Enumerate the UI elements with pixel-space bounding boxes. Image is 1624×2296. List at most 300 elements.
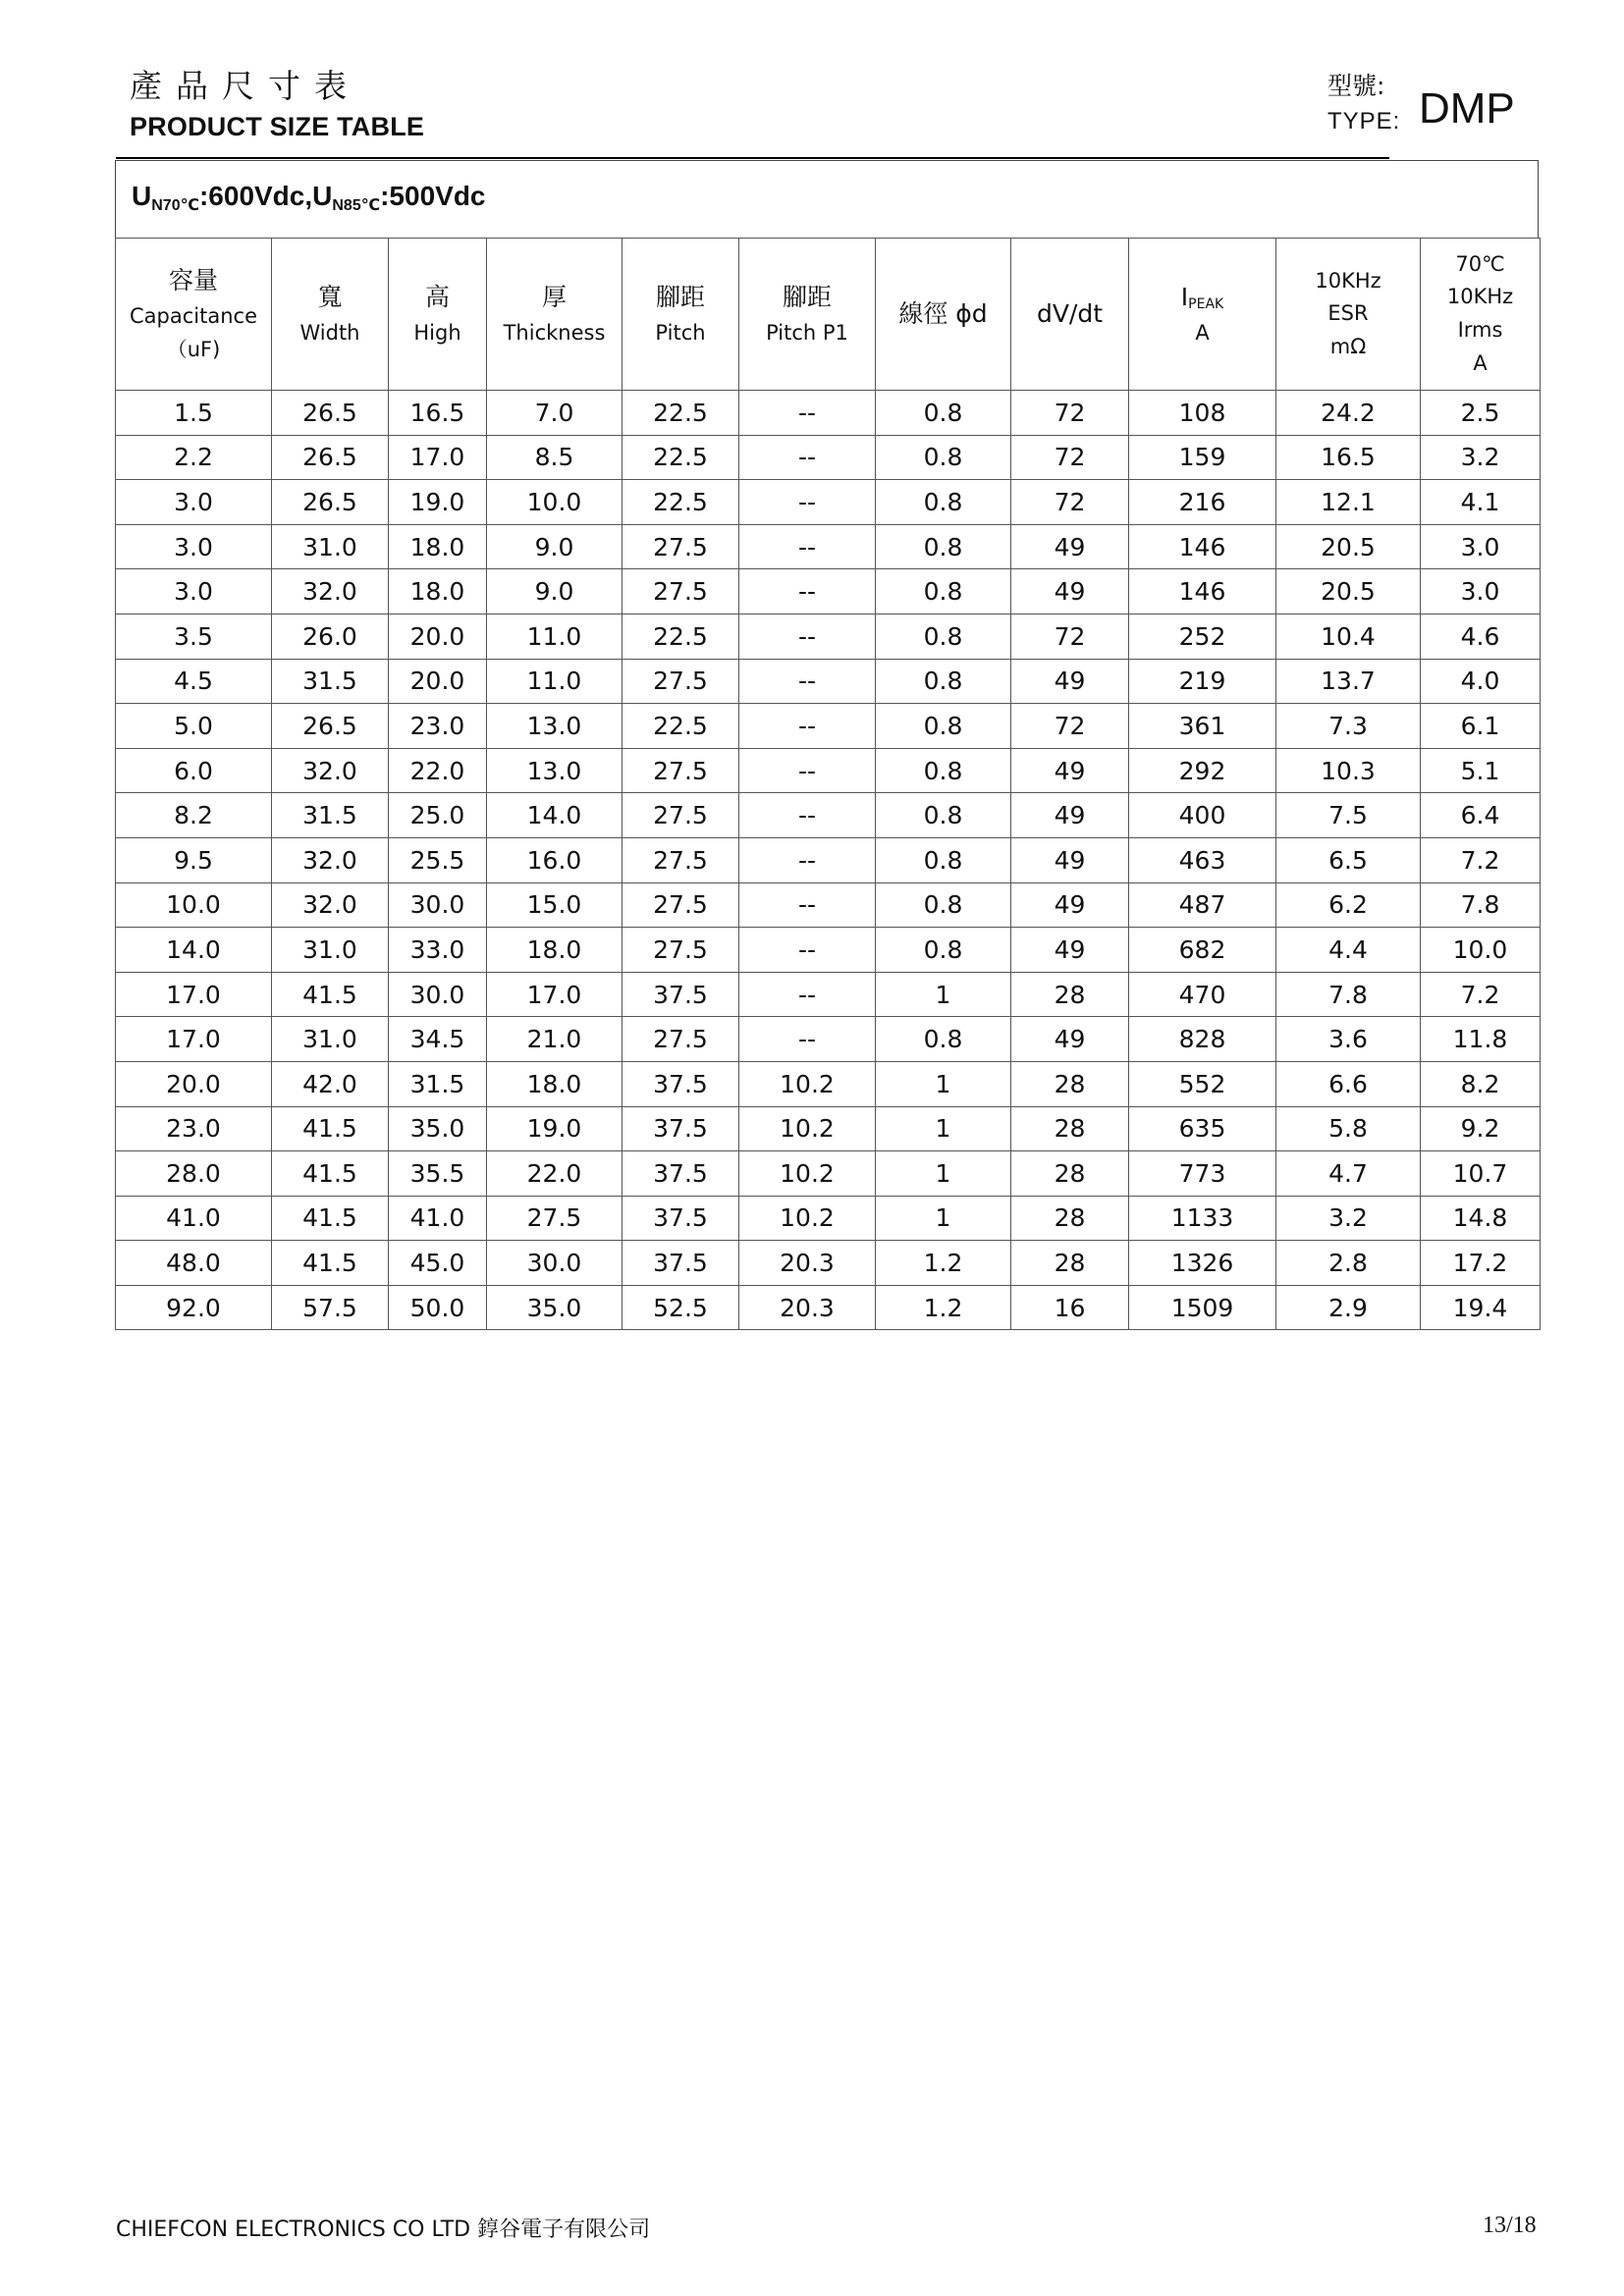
table-cell: 3.0 (116, 569, 272, 614)
table-cell: 41.0 (389, 1196, 487, 1241)
table-cell: 22.5 (623, 391, 739, 436)
table-cell: 7.2 (1421, 972, 1541, 1017)
table-cell: 9.2 (1421, 1106, 1541, 1151)
table-cell: 16.5 (389, 391, 487, 436)
type-label: TYPE: (1327, 108, 1401, 134)
col-high-en: High (413, 321, 461, 346)
table-cell: 41.5 (272, 1151, 389, 1197)
table-cell: -- (739, 480, 876, 525)
table-cell: 17.0 (389, 435, 487, 480)
table-row (116, 1106, 1541, 1151)
table-cell: 8.5 (487, 435, 623, 480)
table-cell: -- (739, 391, 876, 436)
table-row (116, 928, 1541, 973)
table-cell: 22.0 (389, 748, 487, 793)
table-row (116, 837, 1541, 882)
col-pitch-p1-cn: 腳距 (782, 283, 832, 312)
table-cell: 828 (1129, 1017, 1276, 1062)
table-cell: 0.8 (876, 435, 1011, 480)
table-cell: 49 (1011, 524, 1129, 569)
table-cell: 773 (1129, 1151, 1276, 1197)
table-cell: 10.0 (116, 882, 272, 928)
table-cell: -- (739, 748, 876, 793)
col-dvdt-label: dV/dt (1036, 299, 1104, 328)
table-cell: 72 (1011, 704, 1129, 749)
col-pitch (623, 239, 739, 391)
table-cell: 12.1 (1276, 480, 1421, 525)
table-cell: 34.5 (389, 1017, 487, 1062)
table-cell: 28.0 (116, 1151, 272, 1197)
table-cell: 19.0 (487, 1106, 623, 1151)
table-cell: 27.5 (487, 1196, 623, 1241)
table-cell: 4.7 (1276, 1151, 1421, 1197)
table-cell: 8.2 (1421, 1061, 1541, 1106)
table-row (116, 1151, 1541, 1197)
table-cell: 27.5 (623, 882, 739, 928)
page-title: PRODUCT SIZE TABLE (130, 112, 425, 141)
table-cell: 108 (1129, 391, 1276, 436)
table-body (116, 391, 1541, 1330)
type-value: DMP (1419, 84, 1515, 133)
table-cell: 146 (1129, 569, 1276, 614)
table-cell: 146 (1129, 524, 1276, 569)
table-cell: 20.3 (739, 1285, 876, 1330)
table-cell: 27.5 (623, 793, 739, 838)
table-cell: 159 (1129, 435, 1276, 480)
table-cell: 28 (1011, 1106, 1129, 1151)
table-cell: 32.0 (272, 882, 389, 928)
table-cell: 4.4 (1276, 928, 1421, 973)
table-cell: 3.2 (1276, 1196, 1421, 1241)
table-cell: 23.0 (389, 704, 487, 749)
table-cell: 26.0 (272, 614, 389, 659)
col-wire-diameter-label: 線徑 ϕd (898, 299, 988, 328)
table-cell: 3.0 (116, 524, 272, 569)
table-cell: 11.8 (1421, 1017, 1541, 1062)
col-ipeak-unit: A (1195, 321, 1210, 346)
table-cell: 17.2 (1421, 1241, 1541, 1286)
table-cell: 18.0 (389, 569, 487, 614)
table-cell: 0.8 (876, 928, 1011, 973)
voltage-spec-box (115, 160, 1539, 238)
table-cell: 16.5 (1276, 435, 1421, 480)
table-cell: 470 (1129, 972, 1276, 1017)
table-cell: 7.3 (1276, 704, 1421, 749)
table-cell: 31.0 (272, 928, 389, 973)
table-cell: 216 (1129, 480, 1276, 525)
table-cell: 72 (1011, 391, 1129, 436)
table-cell: 42.0 (272, 1061, 389, 1106)
col-width-en: Width (299, 321, 360, 346)
table-cell: 41.0 (116, 1196, 272, 1241)
table-cell: 28 (1011, 1241, 1129, 1286)
table-cell: 219 (1129, 659, 1276, 704)
table-cell: 0.8 (876, 391, 1011, 436)
table-cell: -- (739, 928, 876, 973)
table-cell: 33.0 (389, 928, 487, 973)
table-cell: 27.5 (623, 1017, 739, 1062)
table-row (116, 882, 1541, 928)
table-row (116, 614, 1541, 659)
table-cell: 30.0 (389, 882, 487, 928)
col-thickness-cn: 厚 (541, 283, 567, 312)
col-pitch-p1-en: Pitch P1 (766, 321, 848, 346)
table-cell: 0.8 (876, 659, 1011, 704)
table-cell: 10.0 (487, 480, 623, 525)
table-cell: 27.5 (623, 659, 739, 704)
table-cell: 49 (1011, 928, 1129, 973)
col-thickness-en: Thickness (503, 321, 606, 346)
table-cell: 13.0 (487, 748, 623, 793)
col-capacitance-en: Capacitance (130, 304, 257, 329)
voltage-symbol-85: U (312, 181, 333, 211)
header-divider (116, 157, 1389, 159)
table-cell: 2.9 (1276, 1285, 1421, 1330)
table-cell: -- (739, 972, 876, 1017)
product-size-table (115, 238, 1541, 1330)
table-cell: 635 (1129, 1106, 1276, 1151)
col-wire-diameter (876, 239, 1011, 391)
table-cell: 682 (1129, 928, 1276, 973)
table-cell: 37.5 (623, 1061, 739, 1106)
table-cell: -- (739, 793, 876, 838)
table-cell: 20.5 (1276, 524, 1421, 569)
table-row (116, 972, 1541, 1017)
table-cell: 9.5 (116, 837, 272, 882)
table-cell: 0.8 (876, 837, 1011, 882)
table-cell: 1326 (1129, 1241, 1276, 1286)
table-cell: 72 (1011, 435, 1129, 480)
table-cell: 17.0 (116, 972, 272, 1017)
table-cell: 10.2 (739, 1196, 876, 1241)
table-cell: 1 (876, 972, 1011, 1017)
table-cell: 26.5 (272, 435, 389, 480)
table-cell: 361 (1129, 704, 1276, 749)
col-pitch-en: Pitch (655, 321, 706, 346)
table-cell: 3.0 (1421, 524, 1541, 569)
table-cell: 25.5 (389, 837, 487, 882)
table-cell: -- (739, 569, 876, 614)
table-cell: 10.3 (1276, 748, 1421, 793)
table-cell: 49 (1011, 882, 1129, 928)
table-cell: -- (739, 614, 876, 659)
table-cell: 35.5 (389, 1151, 487, 1197)
table-cell: 19.4 (1421, 1285, 1541, 1330)
table-cell: 49 (1011, 793, 1129, 838)
col-ipeak-main: I (1180, 283, 1189, 312)
table-cell: 0.8 (876, 480, 1011, 525)
table-cell: 35.0 (389, 1106, 487, 1151)
table-cell: 22.5 (623, 435, 739, 480)
table-cell: 26.5 (272, 480, 389, 525)
table-cell: 13.7 (1276, 659, 1421, 704)
table-cell: -- (739, 1017, 876, 1062)
table-row (116, 659, 1541, 704)
table-cell: 30.0 (487, 1241, 623, 1286)
table-row (116, 1196, 1541, 1241)
table-cell: 7.8 (1276, 972, 1421, 1017)
col-irms (1421, 239, 1541, 391)
table-cell: 37.5 (623, 1241, 739, 1286)
table-row (116, 391, 1541, 436)
table-cell: 26.5 (272, 391, 389, 436)
table-cell: 37.5 (623, 972, 739, 1017)
table-cell: 21.0 (487, 1017, 623, 1062)
table-cell: 37.5 (623, 1196, 739, 1241)
table-cell: 27.5 (623, 569, 739, 614)
table-cell: 6.2 (1276, 882, 1421, 928)
table-cell: 31.0 (272, 524, 389, 569)
table-cell: 487 (1129, 882, 1276, 928)
col-thickness (487, 239, 623, 391)
table-cell: 7.0 (487, 391, 623, 436)
table-row (116, 1017, 1541, 1062)
table-cell: 3.6 (1276, 1017, 1421, 1062)
table-cell: 27.5 (623, 748, 739, 793)
table-cell: 31.5 (272, 659, 389, 704)
table-cell: 72 (1011, 480, 1129, 525)
table-cell: 92.0 (116, 1285, 272, 1330)
col-esr-freq: 10KHz (1315, 268, 1381, 293)
table-cell: 1.2 (876, 1285, 1011, 1330)
table-cell: 11.0 (487, 614, 623, 659)
table-cell: 0.8 (876, 748, 1011, 793)
table-cell: 32.0 (272, 748, 389, 793)
table-cell: 48.0 (116, 1241, 272, 1286)
table-cell: 49 (1011, 837, 1129, 882)
table-cell: 10.0 (1421, 928, 1541, 973)
table-cell: 0.8 (876, 793, 1011, 838)
col-high-cn: 高 (424, 283, 450, 312)
table-cell: 17.0 (116, 1017, 272, 1062)
table-cell: 31.5 (272, 793, 389, 838)
table-cell: 22.5 (623, 704, 739, 749)
col-esr-label: ESR (1327, 301, 1369, 326)
table-cell: -- (739, 524, 876, 569)
table-cell: 15.0 (487, 882, 623, 928)
table-cell: 28 (1011, 1151, 1129, 1197)
table-cell: 20.0 (116, 1061, 272, 1106)
voltage-subscript-70: N70℃ (151, 197, 199, 214)
table-cell: 49 (1011, 748, 1129, 793)
table-cell: 31.0 (272, 1017, 389, 1062)
table-cell: 4.5 (116, 659, 272, 704)
table-row (116, 435, 1541, 480)
table-cell: 23.0 (116, 1106, 272, 1151)
col-capacitance-unit: （uF) (166, 338, 221, 361)
table-cell: 25.0 (389, 793, 487, 838)
col-high (389, 239, 487, 391)
table-cell: 3.0 (1421, 569, 1541, 614)
table-cell: 49 (1011, 659, 1129, 704)
table-cell: 10.7 (1421, 1151, 1541, 1197)
table-cell: -- (739, 659, 876, 704)
table-cell: 37.5 (623, 1106, 739, 1151)
col-width-cn: 寬 (317, 283, 343, 312)
table-cell: 6.0 (116, 748, 272, 793)
table-cell: 7.5 (1276, 793, 1421, 838)
table-cell: 0.8 (876, 882, 1011, 928)
table-cell: 26.5 (272, 704, 389, 749)
col-ipeak (1129, 239, 1276, 391)
table-cell: 16.0 (487, 837, 623, 882)
table-cell: 18.0 (389, 524, 487, 569)
table-row (116, 524, 1541, 569)
table-cell: 400 (1129, 793, 1276, 838)
table-cell: 49 (1011, 569, 1129, 614)
col-pitch-p1 (739, 239, 876, 391)
table-cell: 2.2 (116, 435, 272, 480)
table-cell: 28 (1011, 972, 1129, 1017)
footer-company: CHIEFCON ELECTRONICS CO LTD 錞谷電子有限公司 (116, 2217, 651, 2242)
table-row (116, 704, 1541, 749)
table-cell: 27.5 (623, 928, 739, 973)
table-cell: 22.0 (487, 1151, 623, 1197)
table-cell: 50.0 (389, 1285, 487, 1330)
table-cell: 1 (876, 1106, 1011, 1151)
type-label-chinese: 型號: (1327, 72, 1385, 100)
table-cell: 4.0 (1421, 659, 1541, 704)
table-cell: -- (739, 882, 876, 928)
col-capacitance-cn: 容量 (168, 266, 218, 295)
table-cell: 1.5 (116, 391, 272, 436)
col-ipeak-label (1129, 278, 1275, 317)
col-pitch-cn: 腳距 (655, 283, 705, 312)
table-cell: 0.8 (876, 569, 1011, 614)
table-cell: 27.5 (623, 837, 739, 882)
table-cell: 22.5 (623, 480, 739, 525)
table-cell: 6.4 (1421, 793, 1541, 838)
table-cell: 49 (1011, 1017, 1129, 1062)
table-cell: 5.8 (1276, 1106, 1421, 1151)
table-cell: 18.0 (487, 928, 623, 973)
table-cell: 31.5 (389, 1061, 487, 1106)
table-cell: 5.1 (1421, 748, 1541, 793)
table-cell: 3.0 (116, 480, 272, 525)
table-cell: 41.5 (272, 1241, 389, 1286)
voltage-subscript-85: N85℃ (332, 197, 381, 214)
table-cell: 14.0 (116, 928, 272, 973)
table-cell: 14.8 (1421, 1196, 1541, 1241)
footer-page-number: 13/18 (1483, 2213, 1537, 2238)
table-row (116, 480, 1541, 525)
table-cell: 13.0 (487, 704, 623, 749)
table-cell: 45.0 (389, 1241, 487, 1286)
table-cell: 32.0 (272, 569, 389, 614)
table-cell: -- (739, 435, 876, 480)
voltage-spec (132, 181, 486, 215)
table-cell: 8.2 (116, 793, 272, 838)
table-cell: 1 (876, 1196, 1011, 1241)
voltage-value-85: :500Vdc (380, 181, 486, 211)
table-cell: 292 (1129, 748, 1276, 793)
table-cell: 27.5 (623, 524, 739, 569)
table-cell: 0.8 (876, 704, 1011, 749)
table-cell: 9.0 (487, 569, 623, 614)
table-cell: 0.8 (876, 614, 1011, 659)
table-cell: 552 (1129, 1061, 1276, 1106)
table-cell: -- (739, 837, 876, 882)
table-cell: 41.5 (272, 972, 389, 1017)
table-cell: 1133 (1129, 1196, 1276, 1241)
table-cell: 0.8 (876, 1017, 1011, 1062)
col-irms-unit: A (1473, 350, 1488, 375)
table-cell: 2.5 (1421, 391, 1541, 436)
table-cell: 1.2 (876, 1241, 1011, 1286)
table-cell: 41.5 (272, 1196, 389, 1241)
table-row (116, 1285, 1541, 1330)
table-cell: 16 (1011, 1285, 1129, 1330)
table-cell: 11.0 (487, 659, 623, 704)
table-cell: 6.5 (1276, 837, 1421, 882)
table-cell: -- (739, 704, 876, 749)
col-ipeak-sub: PEAK (1188, 296, 1224, 313)
table-cell: 72 (1011, 614, 1129, 659)
table-cell: 28 (1011, 1061, 1129, 1106)
table-row (116, 569, 1541, 614)
table-cell: 20.3 (739, 1241, 876, 1286)
table-cell: 1 (876, 1061, 1011, 1106)
table-cell: 35.0 (487, 1285, 623, 1330)
table-cell: 7.2 (1421, 837, 1541, 882)
table-cell: 10.2 (739, 1151, 876, 1197)
table-cell: 4.6 (1421, 614, 1541, 659)
table-cell: 5.0 (116, 704, 272, 749)
table-header-row (116, 239, 1541, 391)
table-row (116, 793, 1541, 838)
table-cell: 1509 (1129, 1285, 1276, 1330)
table-cell: 4.1 (1421, 480, 1541, 525)
table-cell: 52.5 (623, 1285, 739, 1330)
table-cell: 10.4 (1276, 614, 1421, 659)
table-cell: 6.6 (1276, 1061, 1421, 1106)
table-cell: 20.0 (389, 614, 487, 659)
col-irms-freq: 10KHz (1446, 285, 1514, 309)
table-cell: 28 (1011, 1196, 1129, 1241)
col-capacitance (116, 239, 272, 391)
voltage-symbol-70: U (132, 181, 152, 211)
table-cell: 3.5 (116, 614, 272, 659)
table-row (116, 1061, 1541, 1106)
col-width (272, 239, 389, 391)
table-cell: 19.0 (389, 480, 487, 525)
table-cell: 14.0 (487, 793, 623, 838)
table-cell: 10.2 (739, 1061, 876, 1106)
voltage-value-70: :600Vdc, (198, 181, 313, 211)
table-cell: 2.8 (1276, 1241, 1421, 1286)
table-cell: 1 (876, 1151, 1011, 1197)
table-cell: 3.2 (1421, 435, 1541, 480)
table-cell: 6.1 (1421, 704, 1541, 749)
col-esr-unit: mΩ (1329, 334, 1367, 358)
table-cell: 41.5 (272, 1106, 389, 1151)
table-cell: 32.0 (272, 837, 389, 882)
table-cell: 17.0 (487, 972, 623, 1017)
table-cell: 463 (1129, 837, 1276, 882)
col-dvdt (1011, 239, 1129, 391)
table-cell: 37.5 (623, 1151, 739, 1197)
table-cell: 30.0 (389, 972, 487, 1017)
table-cell: 9.0 (487, 524, 623, 569)
page-title-chinese: 產品尺寸表 (130, 67, 360, 105)
table-cell: 57.5 (272, 1285, 389, 1330)
col-irms-label: Irms (1457, 318, 1503, 342)
table-cell: 24.2 (1276, 391, 1421, 436)
table-cell: 22.5 (623, 614, 739, 659)
table-row (116, 748, 1541, 793)
table-cell: 252 (1129, 614, 1276, 659)
table-cell: 7.8 (1421, 882, 1541, 928)
